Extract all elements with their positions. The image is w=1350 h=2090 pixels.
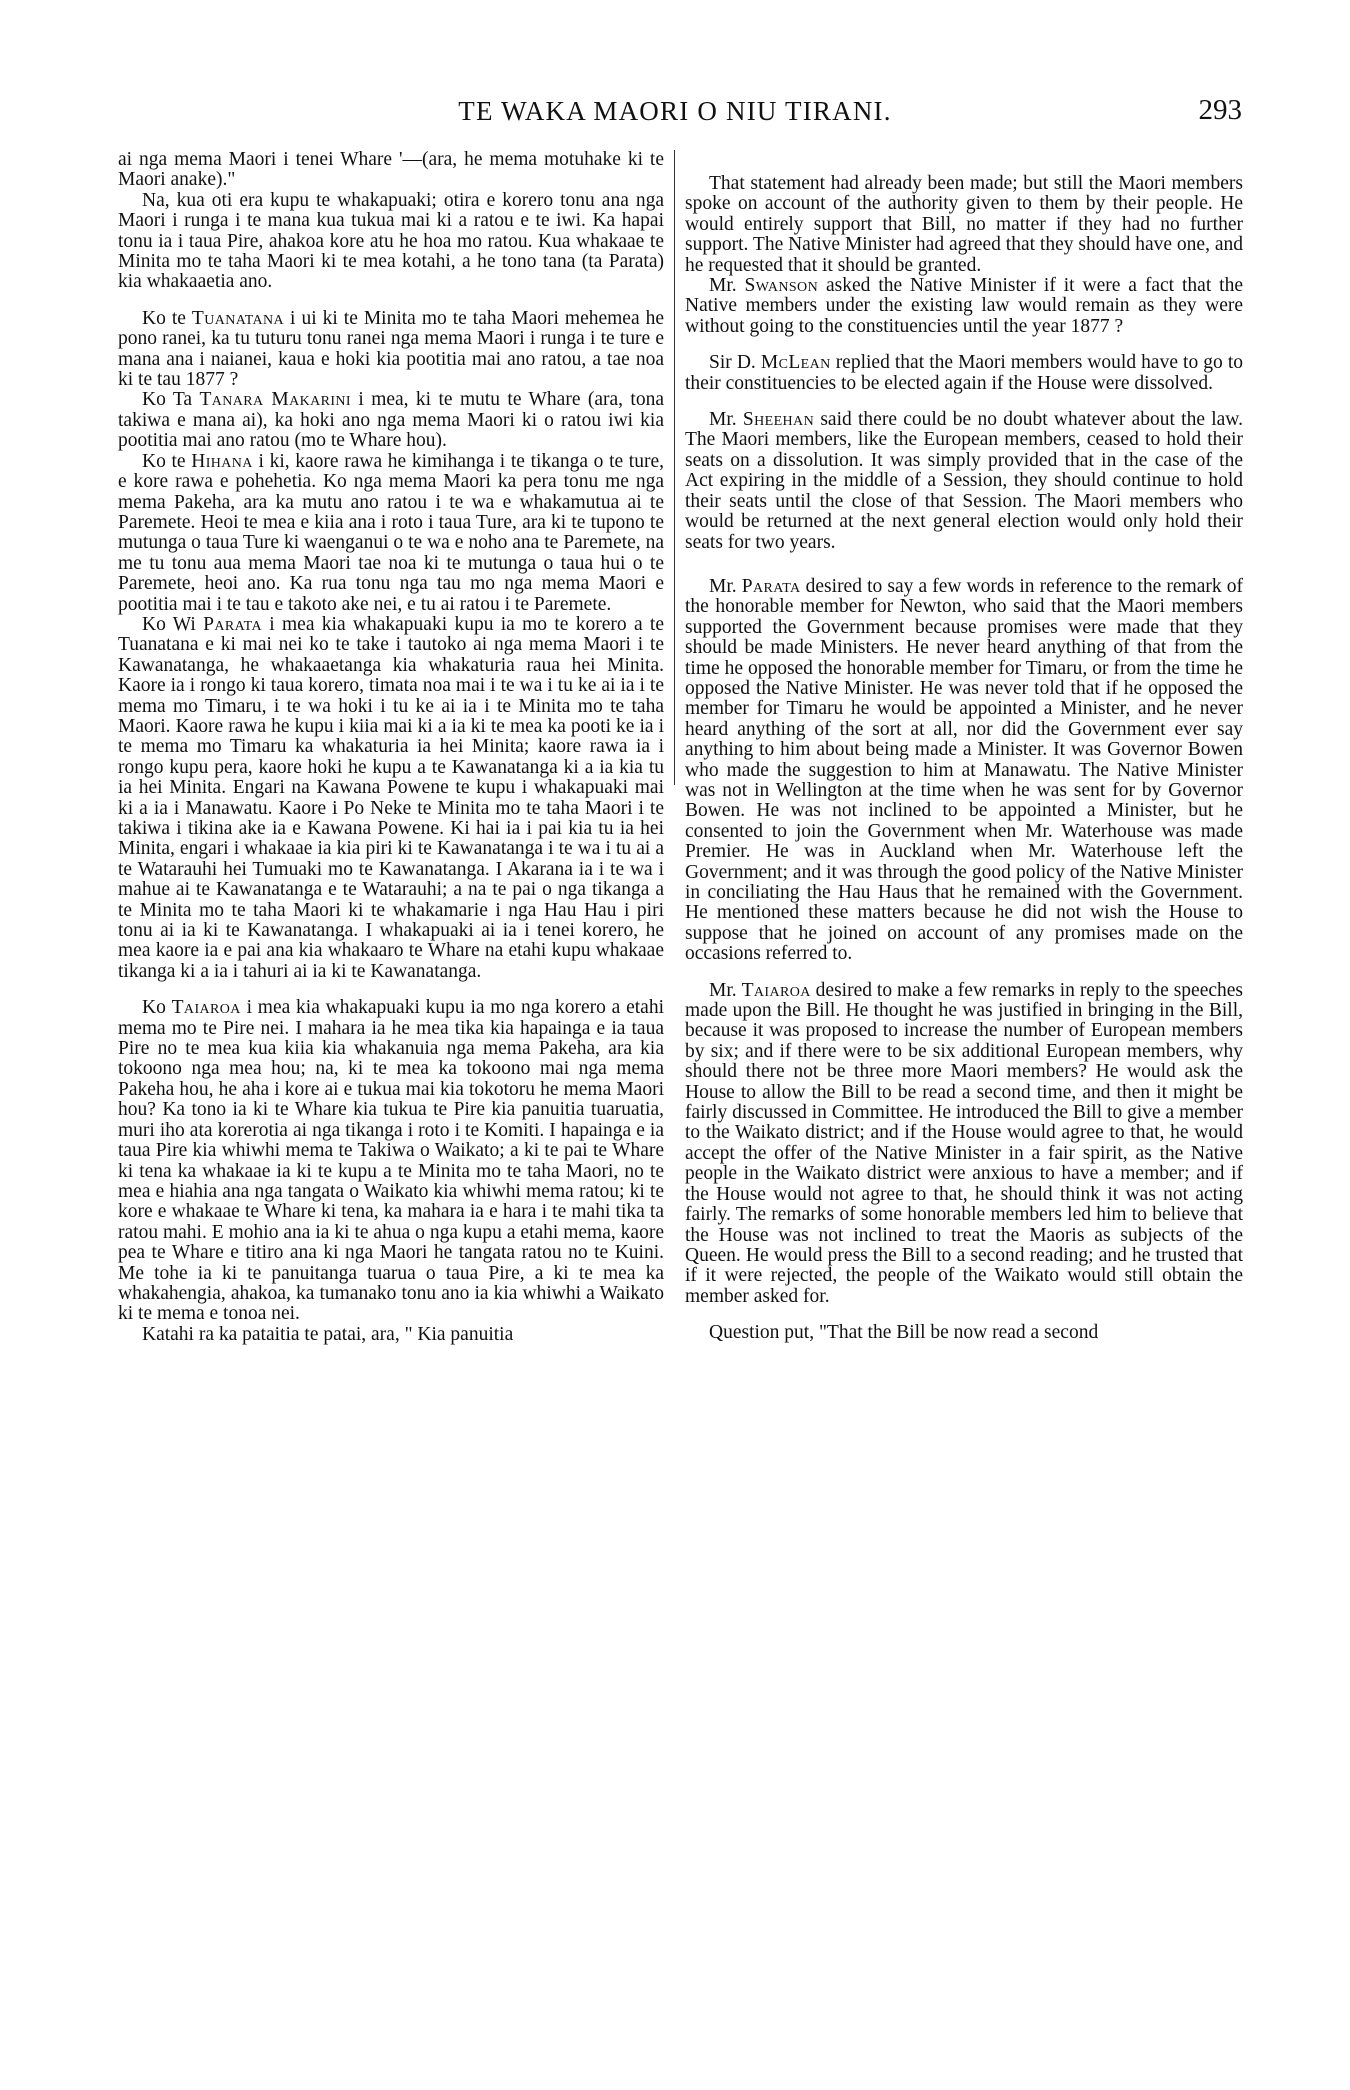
- english-text-column: [685, 150, 1243, 1344]
- paragraph: Ko Ta Tanara Makarini i mea, ki te mutu te Whare (ara, tona takiwa e mana ai), ka hoki ano nga mema Maori ki o ratou iwi kia pootitia mai ano ratou (mo te Whare hou).: [118, 389, 665, 452]
- column-divider: [674, 150, 675, 785]
- speaker-name: Swanson: [744, 275, 819, 297]
- paragraph: Ko Wi Parata i mea kia whakapuaki kupu ia mo te korero a te Tuanatana e ki mai nei ko te take i tautoko ai nga mema Maori i te Kawanatanga, he whakaaetanga kia whakaturia raua hei Minita. Kaore ia i rongo ki taua korero, timata noa mai i te wa i tu ke ai ia i te mema mo Timaru, i te wa hoki i tu ke ai ia i te Minita mo te taha Maori. Kaore rawa he kupu i kiia mai ki a ia ki te mea ka pooti ke ia i te mema mo Timaru ka whakaturia ia hei Minita; kaore rawa ia i rongo kupu pera, kaore hoki he kupu a te Kawanatanga ki a ia kia tu ia hei Minita. Engari na Kawana Powene te kupu i whakapuaki mai ki a ia i Manawatu. Kaore i Po Neke te Minita mo te taha Maori i te takiwa i tikina ake ia e Kawana Powene. Ki hai ia i pai kia tu ia hei Minita, engari i whakaae ia kia piri ki te Kawanatanga i te wa i tu ai a te Watarauhi hei Tumuaki mo te Kawanatanga. I Akarana ia i te wa i mahue ai te Kawanatanga e te Watarauhi; a na te pai o nga tikanga a te Minita mo te taha Maori ki te whakamarie i nga Hau Hau i piri tonu ai ia ki te Kawanatanga. I whakapuaki ai ia i tenei korero, he mea kaore ia e pai ana kia whakaaro te Whare na etahi kupu whakaae tikanga ki a ia i tahuri ai ia ki te Kawanatanga.: [118, 613, 664, 982]
- paragraph: Mr. Sheehan said there could be no doubt whatever about the law. The Maori members, like the European members, ceased to hold their seats on a dissolution. It was simply provided that in the case of the Act expiring in the middle of a Session, they should continue to hold their seats until the close of that Session. The Maori members who would be returned at the next general election would only hold their seats for two years.: [685, 409, 1243, 553]
- paragraph: Sir D. McLean replied that the Maori members would have to go to their constituencies to be elected again if the House were dissolved.: [685, 352, 1244, 394]
- paragraph: Katahi ra ka pataitia te patai, ara, " Kia panuitia: [142, 1323, 514, 1345]
- speaker-name: Sheehan: [742, 409, 815, 431]
- paragraph: That statement had already been made; but still the Maori members spoke on account of the authority given to them by their people. He would entirely support that Bill, no matter if they had no further support. The Native Minister had agreed that they should have one, and he requested that it should be granted.: [685, 173, 1243, 276]
- paragraph: Ko Taiaroa i mea kia whakapuaki kupu ia mo nga korero a etahi mema mo te Pire nei. I mahara ia he mea tika kia hapainga e ia taua Pire no te mea kua kiia kia whakanuia nga mema Pakeha, ara kia tokoono nga mea hou; na, ki te mea ka tokoono mai nga mema Pakeha hou, he aha i kore ai e tukua mai kia tokotoru he mema Maori hou? Ka tono ia ki te Whare kia tukua te Pire kia panuitia tuaruatia, muri iho ata korerotia ai nga tikanga i roto i te Komiti. I hapainga e ia taua Pire kia whiwhi mema te Takiwa o Waikato; a ki te pai te Whare ki tena ka whakaae ia ki te kupu a te Minita mo te taha Maori, no te mea e hiahia ana nga tangata o Waikato kia whiwhi mema ratou; ki te kore e whakaae te Whare ki tena, ka mahara ia e hara i te mahi tika ta ratou mahi. E mohio ana ia ki te ahua o nga kupu a etahi mema, kaore pea te Whare e titiro ana ki nga Maori he tangata ratou no te Kuini. Me tohe ia ki te panuitanga tuarua o taua Pire, a ki te mea ka whakahengia, ahakoa, ka tumanako tonu ano ia kia whiwhi a Waikato ki te mema e tonoa nei.: [118, 997, 664, 1325]
- speaker-name: Taiaroa: [741, 979, 811, 1001]
- running-header: [0, 92, 1350, 132]
- paragraph: Question put, "That the Bill be now read a second: [709, 1322, 1099, 1344]
- paragraph: Na, kua oti era kupu te whakapuaki; otira e korero tonu ana nga Maori i runga i te mana kua tukua mai ki a ratou e te iwi. Ka hapai tonu ia i taua Pire, ahakoa kore atu he hoa mo ratou. Kua whakaae te Minita mo te taha Maori ki te mea kotahi, a he tono tana (ta Parata) kia whakaaetia ano.: [118, 189, 664, 293]
- paragraph: Mr. Swanson asked the Native Minister if it were a fact that the Native members under the existing law would remain as they were without going to the constituencies until the year 1877 ?: [685, 275, 1243, 337]
- speaker-name: Hihana: [191, 450, 253, 472]
- paragraph: Mr. Parata desired to say a few words in reference to the remark of the honorable member for Newton, who said that the Maori members supported the Government because promises were made that they should be made Ministers. He never heard anything of that from the time he opposed the honorable member for Timaru, or from the time he opposed the Native Minister. He was never told that if he opposed the member for Timaru he would be appointed a Minister, and he never heard anything of the sort at all, nor did the Government ever say anything to him about being made a Minister. It was Governor Bowen who made the suggestion to him at Manawatu. The Native Minister was not in Wellington at the time when he was sent for by Governor Bowen. He was not inclined to be appointed a Minister, but he consented to join the Government when Mr. Waterhouse was made Premier. He was in Auckland when Mr. Waterhouse left the Government; and it was through the good policy of the Native Minister in conciliating the Hau Haus that he remained with the Government. He mentioned these matters because he did not wish the House to suppose that he joined on account of any promises made on the occasions referred to.: [685, 575, 1243, 965]
- paragraph: ai nga mema Maori i tenei Whare '—(ara, he mema motuhake ki te Maori anake).": [118, 149, 664, 191]
- page-number: 293: [1198, 94, 1242, 126]
- paragraph: Ko te Tuanatana i ui ki te Minita mo te taha Maori mehemea he pono ranei, ka tu tuturu tonu ranei nga mema Maori i runga i te ture e mana ana i naianei, kaua e hoki kia pootitia mai ano ratou, a tae noa ki te tau 1877 ?: [118, 307, 665, 391]
- running-title: TE WAKA MAORI O NIU TIRANI.: [458, 96, 892, 126]
- maori-text-column: [118, 150, 664, 1345]
- speaker-name: Parata: [741, 575, 801, 597]
- paragraph: Ko te Hihana i ki, kaore rawa he kimihanga i te tikanga o te ture, e kore rawa e pohehetia. Ko nga mema Maori ka pera tonu me nga mema Pakeha, ara ka mutu ano ratou i te wa e whakamutua ai te Paremete. Heoi te mea e kiia ana i roto i taua Ture, ara ki te tupono te mutunga o taua Ture ki waenganui o te wa e noho ana te Paremete, na me tu tonu aua mema Maori tae noa ki te mutunga o taua hui o te Paremete, heoi ano. Ka rua tonu nga tau mo nga mema Maori e pootitia mai i te tau e takoto ake nei, e tu ai ratou i te Paremete.: [118, 450, 664, 615]
- speaker-name: McLean: [760, 352, 831, 374]
- speaker-name: Tuanatana: [191, 307, 285, 329]
- paragraph: Mr. Taiaroa desired to make a few remarks in reply to the speeches made upon the Bill. He thought he was justified in bringing in the Bill, because it was proposed to increase the number of European members by six; and if there were to be six additional European members, why should there not be three more Maori members? He would ask the House to allow the Bill to be read a second time, and then it might be fairly discussed in Committee. He introduced the Bill to give a member to the Waikato district; and if the House would agree to that, he would accept the offer of the Native Minister in a fair spirit, as the Native people in the Waikato district were anxious to have a member; and if the House would not agree to that, he should think it was not acting fairly. The remarks of some honorable members led him to believe that the House was not inclined to treat the Maoris as subjects of the Queen. He would press the Bill to a second reading; and he trusted that if it were rejected, the people of the Waikato would still obtain the member asked for.: [685, 979, 1243, 1307]
- speaker-name: Tanara Makarini: [199, 389, 351, 411]
- speaker-name: Parata: [203, 613, 262, 635]
- speaker-name: Taiaroa: [171, 997, 241, 1019]
